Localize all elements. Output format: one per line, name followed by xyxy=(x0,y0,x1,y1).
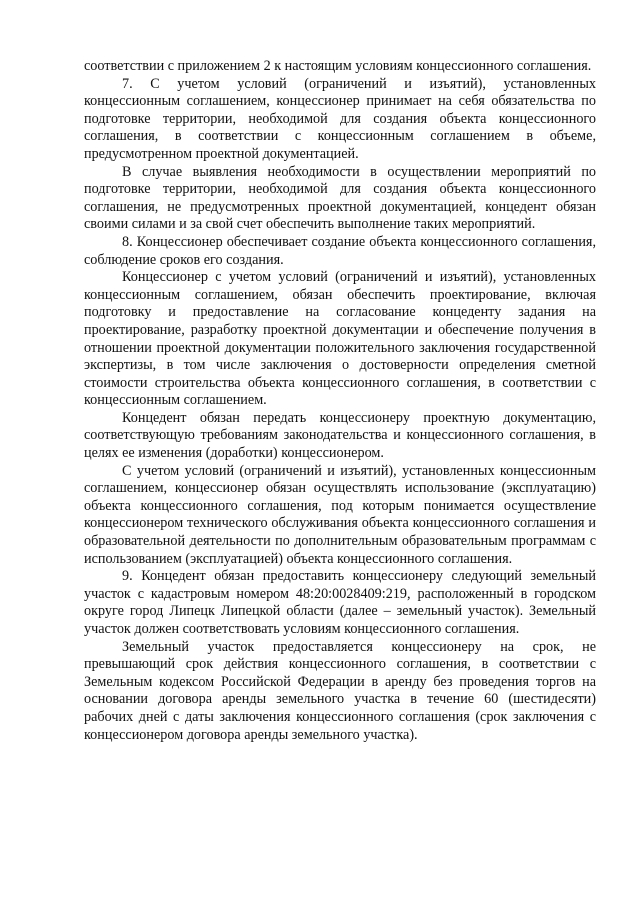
paragraph-item-7: 7. С учетом условий (ограничений и изъятий), установленных концессионным соглашением, концессионер принимает на себя обязательства по подготовке территории, необходимой для создания объекта концессионного соглашения, в соответствии с концессионным соглашением в объеме, предусмотренном проектной документацией. xyxy=(84,75,596,162)
paragraph-item-8-operation: С учетом условий (ограничений и изъятий), установленных концессионным соглашением, концессионер обязан осуществлять использование (эксплуатацию) объекта концессионного соглашения, под которым понимается осуществление концессионером технического обслуживания объекта концессионного соглашения и образовательной деятельности по дополнительным образовательным программам с использованием (эксплуатацией) объекта концессионного соглашения. xyxy=(84,462,596,567)
paragraph-item-8: 8. Концессионер обеспечивает создание объекта концессионного соглашения, соблюдение сроков его создания. xyxy=(84,233,596,268)
document-page xyxy=(84,58,596,744)
paragraph-item-8-transfer: Концедент обязан передать концессионеру проектную документацию, соответствующую требованиям законодательства и концессионного соглашения, в целях ее изменения (доработки) концессионером. xyxy=(84,409,596,462)
paragraph-item-9: 9. Концедент обязан предоставить концессионеру следующий земельный участок с кадастровым номером 48:20:0028409:219, расположенный в городском округе город Липецк Липецкой области (далее – земельный участок). Земельный участок должен соответствовать условиям концессионного соглашения. xyxy=(84,568,596,637)
paragraph-item-9-lease: Земельный участок предоставляется концессионеру на срок, не превышающий срок действия концессионного соглашения, в соответствии с Земельным кодексом Российской Федерации в аренду без проведения торгов на основании договора аренды земельного участка в течение 60 (шестидесяти) рабочих дней с даты заключения концессионного соглашения (срок заключения с концессионером договора аренды земельного участка). xyxy=(84,638,596,743)
paragraph-continuation: соответствии с приложением 2 к настоящим условиям концессионного соглашения. xyxy=(84,58,592,74)
paragraph-item-7-additional: В случае выявления необходимости в осуществлении мероприятий по подготовке территории, необходимой для создания объекта концессионного соглашения, не предусмотренных проектной документацией, концедент обязан своими силами и за свой счет обеспечить выполнение таких мероприятий. xyxy=(84,163,596,233)
paragraph-item-8-design: Концессионер с учетом условий (ограничений и изъятий), установленных концессионным соглашением, обязан обеспечить проектирование, включая подготовку и предоставление на согласование концеденту задания на проектирование, разработку проектной документации и обеспечение получения в отношении проектной документации положительного заключения государственной экспертизы, в том числе заключения о достоверности определения сметной стоимости строительства объекта концессионного соглашения, в соответствии с концессионным соглашением. xyxy=(84,269,596,409)
